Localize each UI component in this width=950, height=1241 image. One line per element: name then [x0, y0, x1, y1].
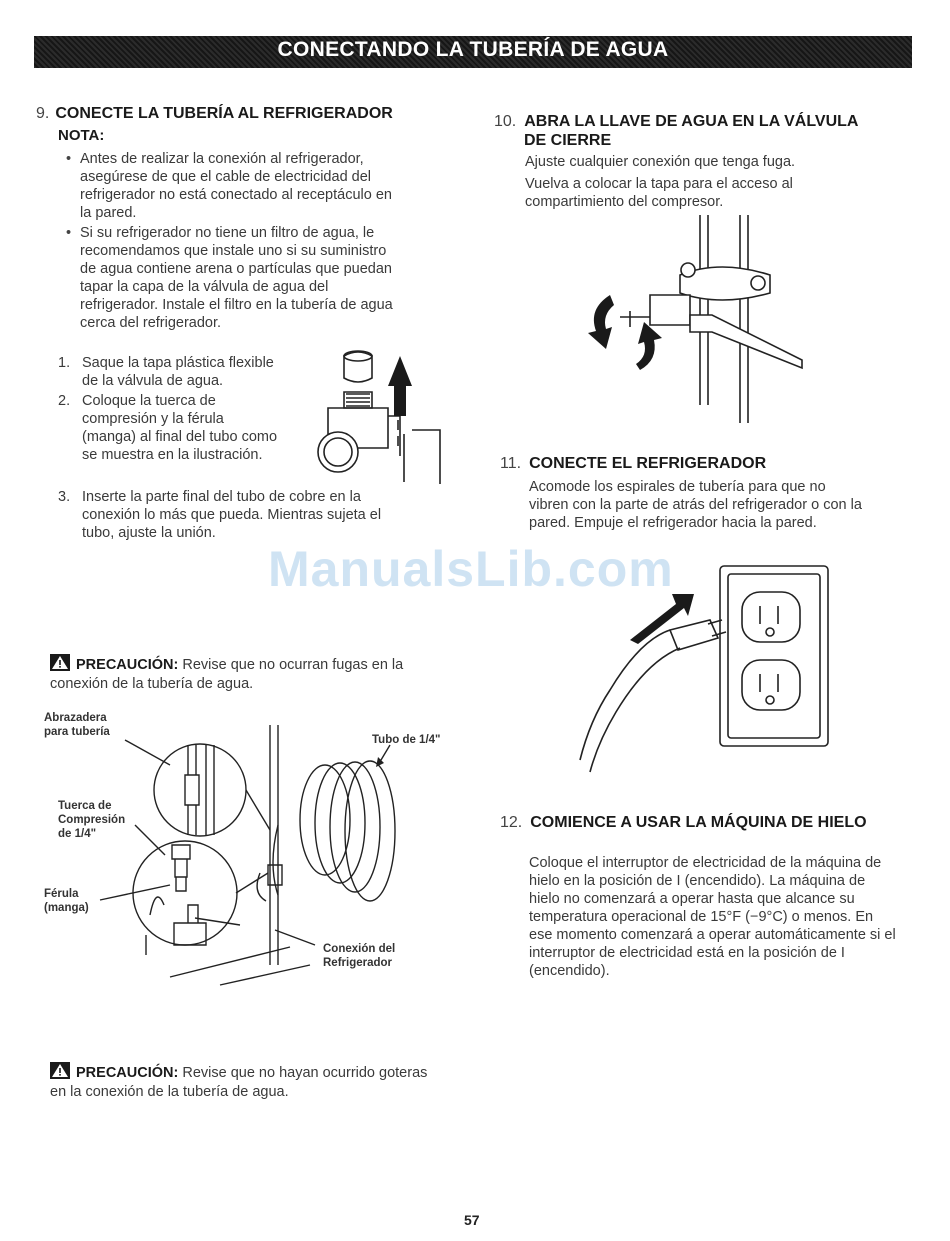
step-text: Saque la tapa plástica flexible de la válvula de agua.	[82, 355, 274, 389]
section-12-heading	[500, 813, 869, 832]
section-12-title: COMIENCE A USAR LA MÁQUINA DE HIELO	[530, 814, 867, 831]
step-number: 3.	[58, 489, 71, 505]
warning-icon	[50, 654, 70, 671]
step-item	[58, 354, 278, 390]
page-banner	[34, 36, 912, 68]
section-10-title: ABRA LA LLAVE DE AGUA EN LA VÁLVULA DE CIERRE	[524, 113, 858, 149]
label-tube: Tubo de 1/4"	[372, 734, 441, 746]
section-9-number: 9.	[36, 105, 50, 122]
note-bullet: • Si su refrigerador no tiene un filtro de agua, le recomendamos que instale uno si su suministro de agua contiene arena o partículas que puedan tapar la capa de la válvula de agua del refrigerador. Instale el filtro en la tubería de agua cerca del refrigerador.	[64, 224, 404, 332]
banner-title: CONECTANDO LA TUBERÍA DE AGUA	[277, 38, 669, 61]
label-clamp: Abrazadera para tubería	[44, 712, 110, 738]
caution-1-text: Revise que no ocurran fugas en la conexión de la tubería de agua.	[50, 657, 404, 692]
note-bullets	[64, 150, 404, 334]
caution-2-text: Revise que no hayan ocurrido goteras en la conexión de la tubería de agua.	[50, 1065, 428, 1100]
caution-1-label: PRECAUCIÓN:	[76, 657, 179, 673]
section-10-line: Ajuste cualquier conexión que tenga fuga.	[525, 154, 796, 170]
step-number: 1.	[58, 355, 71, 371]
step-number: 2.	[58, 393, 71, 409]
section-9-title: CONECTE LA TUBERÍA AL REFRIGERADOR	[55, 105, 393, 122]
step-item	[58, 392, 278, 464]
section-11-title: CONECTE EL REFRIGERADOR	[529, 455, 767, 472]
label-connection: Conexión del Refrigerador	[323, 943, 396, 969]
watermark: ManualsLib.com	[268, 541, 674, 597]
step-text: Inserte la parte final del tubo de cobre en la conexión lo más que pueda. Mientras sujeta el tubo, ajuste la unión.	[82, 489, 382, 541]
steps-list-a	[58, 354, 278, 466]
step-item	[58, 488, 408, 542]
section-11-body: Acomode los espirales de tubería para que no vibren con la parte de atrás del refrigerador o con la pared. Empuje el refrigerador hacia la pared.	[529, 479, 862, 531]
section-10-body	[525, 153, 845, 213]
water-valve-illustration	[300, 346, 450, 496]
caution-2	[50, 1062, 430, 1101]
note-bullet: • Antes de realizar la conexión al refrigerador, asegúrese de que el cable de electricidad del refrigerador no está conectado al receptáculo en la pared.	[64, 150, 404, 222]
section-12-number: 12.	[500, 814, 523, 831]
caution-1	[50, 654, 430, 693]
label-compression-nut: Tuerca de Compresión de 1/4"	[58, 800, 126, 840]
section-11-heading	[500, 454, 840, 473]
warning-icon	[50, 1062, 70, 1079]
page-number: 57	[464, 1212, 480, 1228]
shutoff-valve-illustration	[580, 215, 830, 425]
note-label: NOTA:	[58, 127, 105, 144]
label-ferrule: Férula (manga)	[44, 888, 89, 914]
caution-2-label: PRECAUCIÓN:	[76, 1065, 179, 1081]
section-9-heading	[36, 104, 456, 123]
section-10-line: Vuelva a colocar la tapa para el acceso al compartimiento del compresor.	[525, 176, 793, 210]
section-10-number: 10.	[494, 113, 517, 130]
section-10-heading	[494, 112, 864, 150]
steps-list-b	[58, 488, 408, 544]
section-12-body: Coloque el interruptor de electricidad de la máquina de hielo en la posición de I (encendido). La máquina de hielo no comenzará a operar hasta que alcance su temperatura operacional de 15°F (−9°C) o menos. En ese momento comenzará a operar automáticamente si el interruptor de electricidad está en la posición de I (encendido).	[529, 855, 896, 979]
section-11-number: 11.	[500, 455, 522, 472]
step-text: Coloque la tuerca de compresión y la férula (manga) al final del tubo como se muestra en la ilustración.	[82, 393, 278, 463]
